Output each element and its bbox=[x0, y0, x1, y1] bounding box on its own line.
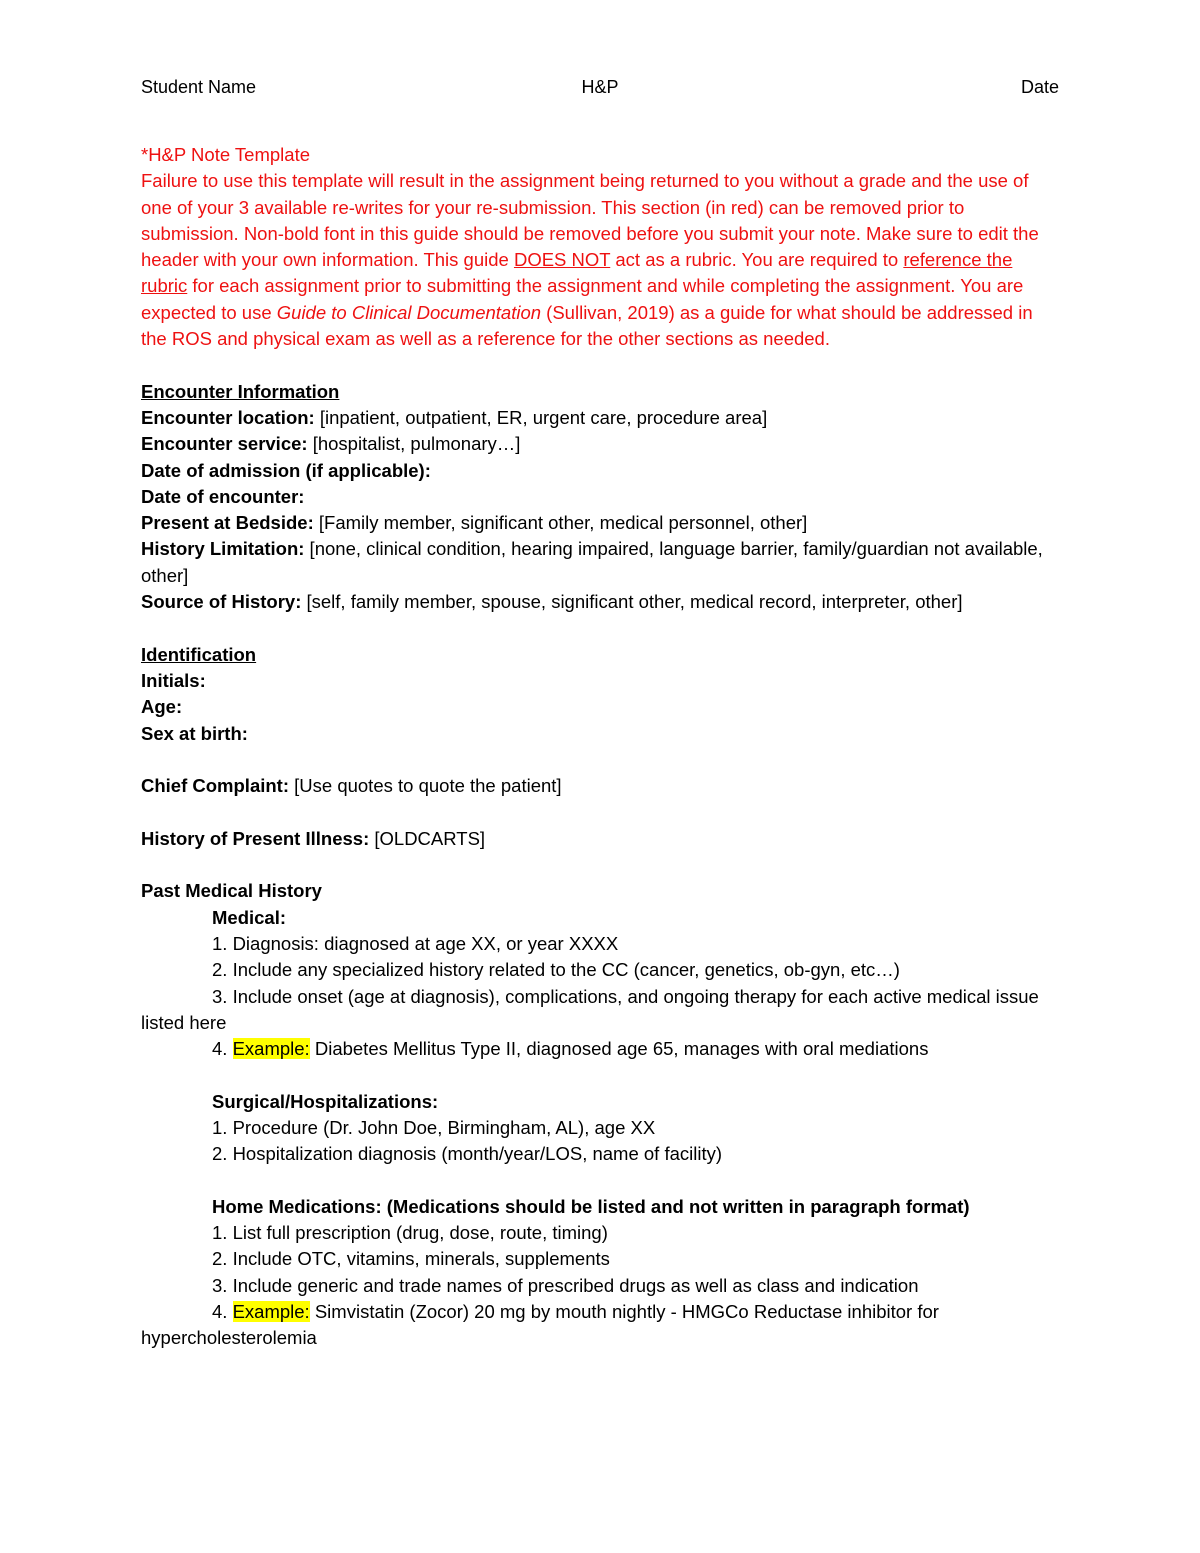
spacer bbox=[141, 747, 1059, 773]
example-highlight: Example: bbox=[232, 1301, 310, 1323]
reference-rubric-link[interactable]: reference the rubric bbox=[141, 249, 1013, 297]
date-of-admission: Date of admission (if applicable): bbox=[141, 459, 431, 481]
hpi-label: History of Present Illness: bbox=[141, 827, 370, 849]
instructions-text-3: for each assignment prior to submitting the assignment and while completing the assignment. You are expected to use bbox=[141, 275, 1024, 323]
header-date: Date bbox=[1020, 77, 1059, 97]
age-label: Age: bbox=[141, 696, 183, 718]
instructions-paragraph bbox=[141, 168, 1059, 352]
encounter-location-value: [inpatient, outpatient, ER, urgent care, procedure area] bbox=[314, 406, 768, 428]
spacer bbox=[141, 615, 1059, 641]
spacer bbox=[141, 799, 1059, 825]
home-medications-subheading: Home Medications: (Medications should be listed and not written in paragraph format) bbox=[212, 1195, 970, 1217]
date-of-encounter: Date of encounter: bbox=[141, 485, 305, 507]
list-item: 2. Hospitalization diagnosis (month/year/LOS, name of facility) bbox=[212, 1143, 723, 1165]
encounter-location-label: Encounter location: bbox=[141, 406, 315, 428]
surgical-subheading: Surgical/Hospitalizations: bbox=[212, 1090, 439, 1112]
encounter-service-value: [hospitalist, pulmonary…] bbox=[307, 433, 521, 455]
bedside-value: [Family member, significant other, medical personnel, other] bbox=[313, 512, 808, 534]
does-not-emphasis: DOES NOT bbox=[513, 249, 611, 271]
template-instructions bbox=[141, 142, 1059, 352]
medical-example bbox=[141, 1036, 1059, 1062]
instructions-text-2: act as a rubric. You are required to bbox=[610, 249, 904, 271]
present-at-bedside bbox=[141, 510, 1059, 536]
encounter-location bbox=[141, 405, 1059, 431]
initials-label: Initials: bbox=[141, 669, 206, 691]
page-header bbox=[141, 74, 1059, 100]
limitation-label: History Limitation: bbox=[141, 538, 305, 560]
hpi-value: [OLDCARTS] bbox=[369, 827, 486, 849]
list-item: 1. Procedure (Dr. John Doe, Birmingham, AL), age XX bbox=[212, 1116, 656, 1138]
header-title: H&P bbox=[581, 77, 619, 97]
source-of-history bbox=[141, 589, 1059, 615]
chief-complaint-value: [Use quotes to quote the patient] bbox=[289, 775, 562, 797]
list-item: 3. Include onset (age at diagnosis), complications, and ongoing therapy for each active medical issue listed here bbox=[141, 985, 1039, 1033]
book-title: Guide to Clinical Documentation bbox=[276, 301, 542, 323]
list-item: 3. Include generic and trade names of prescribed drugs as well as class and indication bbox=[212, 1274, 919, 1296]
header-student-name: Student Name bbox=[141, 77, 257, 97]
example-highlight: Example: bbox=[232, 1038, 310, 1060]
list-item: 1. List full prescription (drug, dose, route, timing) bbox=[212, 1222, 608, 1244]
identification-heading: Identification bbox=[141, 643, 257, 665]
document-body bbox=[141, 142, 1059, 1352]
encounter-service bbox=[141, 431, 1059, 457]
spacer bbox=[141, 352, 1059, 378]
medical-subheading: Medical: bbox=[212, 906, 287, 928]
template-title: *H&P Note Template bbox=[141, 144, 310, 165]
bedside-label: Present at Bedside: bbox=[141, 512, 314, 534]
limitation-value: [none, clinical condition, hearing impaired, language barrier, family/guardian not available, other] bbox=[141, 538, 1043, 586]
pmh-heading: Past Medical History bbox=[141, 880, 322, 902]
instructions-text-1: Failure to use this template will result in the assignment being returned to you without a grade and the use of one of your 3 available re-writes for your re-submission. This section (in red) can be removed prior to submission. Non-bold font in this guide should be removed before you submit your note. Make sure to edit the header with your own information. This guide bbox=[141, 170, 1039, 271]
encounter-heading: Encounter Information bbox=[141, 380, 340, 402]
example-number: 4. bbox=[212, 1038, 233, 1060]
chief-complaint-label: Chief Complaint: bbox=[141, 775, 289, 797]
list-item: 2. Include OTC, vitamins, minerals, supplements bbox=[212, 1248, 610, 1270]
example-text: Simvistatin (Zocor) 20 mg by mouth nightly - HMGCo Reductase inhibitor for hypercholesterolemia bbox=[141, 1301, 939, 1349]
past-medical-history-section bbox=[141, 878, 1059, 1351]
encounter-service-label: Encounter service: bbox=[141, 433, 308, 455]
spacer bbox=[141, 1168, 1059, 1194]
list-item: 2. Include any specialized history related to the CC (cancer, genetics, ob-gyn, etc…) bbox=[212, 959, 900, 981]
sex-at-birth-label: Sex at birth: bbox=[141, 722, 248, 744]
example-text: Diabetes Mellitus Type II, diagnosed age 65, manages with oral mediations bbox=[309, 1038, 929, 1060]
spacer bbox=[141, 1062, 1059, 1088]
history-present-illness bbox=[141, 826, 1059, 852]
source-value: [self, family member, spouse, significant other, medical record, interpreter, other] bbox=[301, 591, 963, 613]
history-limitation bbox=[141, 536, 1059, 589]
instructions-text-4: (Sullivan, 2019) as a guide for what should be addressed in the ROS and physical exam as well as a reference for the other sections as needed. bbox=[141, 301, 1033, 350]
example-number: 4. bbox=[212, 1301, 233, 1323]
medications-example bbox=[141, 1299, 1059, 1352]
list-item: 1. Diagnosis: diagnosed at age XX, or year XXXX bbox=[212, 932, 619, 954]
chief-complaint bbox=[141, 773, 1059, 799]
spacer bbox=[141, 852, 1059, 878]
encounter-section bbox=[141, 379, 1059, 616]
source-label: Source of History: bbox=[141, 591, 302, 613]
identification-section bbox=[141, 642, 1059, 747]
